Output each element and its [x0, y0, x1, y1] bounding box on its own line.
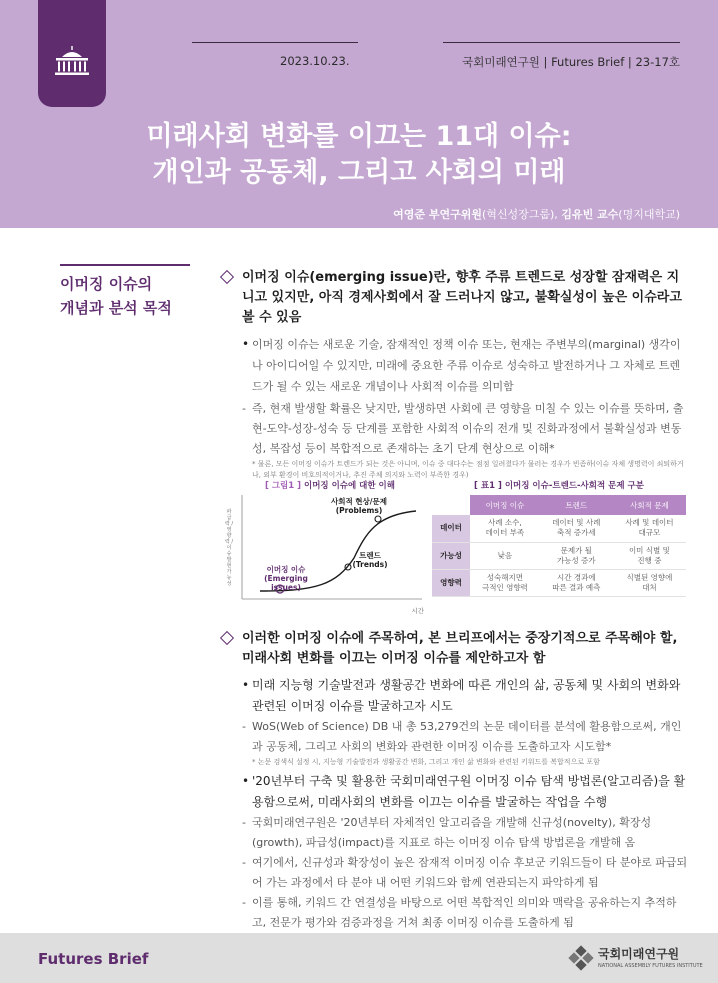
- dash-text: 국회미래연구원은 '20년부터 자체적인 알고리즘을 개발해 신규성(novelty), 확장성(growth), 파급성(impact)를 지표로 하는 이머징 이슈 탐색 방법론을 개발해 옴: [252, 816, 652, 849]
- label-emerging-ko: 이머징 이슈: [266, 565, 306, 574]
- table-row-header: 영향력: [432, 569, 470, 596]
- table-header-row: [432, 495, 686, 515]
- figure-caption: [236, 479, 424, 491]
- dash-text: 이를 통해, 키워드 간 연결성을 바탕으로 어떤 복합적인 의미와 맥락을 공유하는지 추적하고, 전문가 평가와 검증과정을 거쳐 최종 이머징 이슈를 도출하게 됨: [252, 896, 677, 929]
- table-cell: 문제가 될 가능성 증가: [540, 542, 613, 569]
- footer-brand-brief: Brief: [107, 950, 149, 968]
- dash-marker: -: [242, 816, 246, 829]
- section-sidebar: [60, 264, 190, 320]
- classification-table: [432, 495, 686, 597]
- dash-text: WoS(Web of Science) DB 내 총 53,279건의 논문 데이터를 분석에 활용함으로써, 개인과 공동체, 그리고 사회의 변화와 관련한 이머징 이슈를 도출하고자 시도함*: [252, 720, 682, 753]
- table-cell: 시간 경과에 따른 결과 예측: [540, 569, 613, 596]
- footer-brand-futures: Futures: [38, 950, 108, 968]
- key-point-1-text: 이머징 이슈(emerging issue)란, 향후 주류 트렌드로 성장할 잠재력은 지니고 있지만, 아직 경제사회에서 잘 드러나지 않고, 불확실성이 높은 이슈라고 볼 수 있음: [242, 270, 682, 325]
- dash-text: 즉, 현재 발생할 확률은 낮지만, 발생하면 사회에 큰 영향을 미칠 수 있는 이슈를 뜻하며, 출현-도약-성장-성숙 등 단계를 포함한 사회적 이슈의 전개 및 진화과정에서 불확실성과 변동성, 복잡성 등이 복합적으로 존재하는 초기 단계 현상으로 이해*: [252, 402, 684, 455]
- table-cell: 데이터 및 사례 축적 증가세: [540, 515, 613, 542]
- table-cell: 낮음: [470, 542, 540, 569]
- dash-item: [222, 399, 688, 459]
- table-caption-text: 이머징 이슈-트렌드-사회적 문제 구분: [501, 481, 644, 491]
- bullet-marker: •: [242, 774, 250, 788]
- table-cell: 이미 식별 및 진행 중: [613, 542, 686, 569]
- key-point-1: [222, 268, 688, 328]
- series-info: 국회미래연구원 | Futures Brief | 23-17호: [462, 55, 680, 69]
- bullet-item: [222, 334, 688, 397]
- diamond-icon: [220, 631, 234, 645]
- label-problems-en: (Problems): [335, 506, 383, 515]
- table-row: [432, 569, 686, 596]
- section-2-body: [222, 629, 688, 933]
- dash-marker: -: [242, 856, 246, 869]
- author-2-affiliation: (명지대학교): [618, 208, 680, 221]
- author-1-name: 여영준 부연구위원: [393, 208, 482, 221]
- title-line-2: 개인과 공동체, 그리고 사회의 미래: [152, 157, 566, 188]
- section-1-body: [222, 268, 688, 481]
- author-1-affiliation: (혁신성장그룹),: [481, 208, 562, 221]
- figure-x-label: 시간: [411, 607, 424, 615]
- footer-brand: [38, 950, 148, 968]
- bullet-text: 이머징 이슈는 새로운 기술, 잠재적인 정책 이슈 또는, 현재는 주변부의(marginal) 생각이나 아이디어일 수 있지만, 미래에 중요한 주류 이슈로 성숙하고 발전하거나 그 자체로 트렌드가 될 수 있는 새로운 개념이나 사회적 이슈를 의미함: [252, 338, 681, 393]
- figure-caption-text: 이머징 이슈에 대한 이해: [301, 481, 395, 491]
- logo-tab: [38, 0, 106, 107]
- table-cell: 식별된 영향에 대처: [613, 569, 686, 596]
- table-row-header: 가능성: [432, 542, 470, 569]
- key-point-2: [222, 629, 688, 669]
- label-problems: [318, 497, 400, 515]
- section-heading: [60, 272, 190, 320]
- national-assembly-icon: [52, 46, 92, 78]
- figure-y-label: 파 급 력 / 영 향 력 / 이 슈 발 현 가 능 성: [224, 509, 234, 587]
- table-row-header: 데이터: [432, 515, 470, 542]
- bullet-item: [222, 771, 688, 813]
- institute-name: 국회미래연구원: [598, 947, 680, 961]
- label-trends-en: (Trends): [352, 560, 388, 569]
- footer: [0, 933, 718, 983]
- dash-marker: -: [242, 402, 246, 415]
- publication-date: 2023.10.23.: [280, 54, 350, 68]
- table-cell: 사례 및 데이터 대규모: [613, 515, 686, 542]
- label-trends-ko: 트렌드: [359, 551, 381, 560]
- table-corner: [432, 495, 470, 515]
- marker-problems: [375, 516, 381, 522]
- header-rule-right: [443, 42, 680, 43]
- table-row: [432, 515, 686, 542]
- bullet-text: 미래 지능형 기술발전과 생활공간 변화에 따른 개인의 삶, 공동체 및 사회의 변화와 관련된 이머징 이슈를 발굴하고자 시도: [252, 678, 681, 713]
- author-2-name: 김유빈 교수: [561, 208, 619, 221]
- table-header-cell: 트렌드: [540, 495, 613, 515]
- institute-emblem-icon: [568, 945, 594, 971]
- header-rule-left: [192, 42, 358, 43]
- section-heading-line-2: 개념과 분석 목적: [60, 299, 172, 317]
- institute-logo: [568, 942, 703, 974]
- diamond-icon: [220, 270, 234, 284]
- figure-caption-tag: [ 그림1 ]: [265, 481, 302, 491]
- table-header-cell: 사회적 문제: [613, 495, 686, 515]
- institute-name-en: NATIONAL ASSEMBLY FUTURES INSTITUTE: [598, 963, 703, 969]
- dash-item: [222, 717, 688, 757]
- table-caption-tag: [ 표1 ]: [474, 481, 502, 491]
- figure-emerging-issues: [224, 479, 424, 617]
- table-cell: 사례 소수, 데이터 부족: [470, 515, 540, 542]
- table-row: [432, 542, 686, 569]
- table-classification: [432, 479, 686, 597]
- title-line-1: 미래사회 변화를 이끄는 11대 이슈:: [146, 121, 572, 152]
- footnote: * 물론, 모든 이머징 이슈가 트렌드가 되는 것은 아니며, 이슈 중 대다수는 점점 일려졌다가 물러는 경우가 빈좀하(이슈 자체 생명력이 쇠퇴하거나, 외부 환경이 비호의적이거나, 추진 주체 의지와 노력이 부족한 경우): [252, 460, 684, 479]
- dash-item: [222, 893, 688, 933]
- dash-item: [222, 813, 688, 853]
- bullet-marker: •: [242, 337, 250, 351]
- label-problems-ko: 사회적 현상/문제: [330, 497, 388, 506]
- dash-item: [222, 853, 688, 893]
- table-header-cell: 이머징 이슈: [470, 495, 540, 515]
- footnote: * 논문 검색식 설정 시, 지능형 기술발전과 생활공간 변화, 그리고 개인 삶 변화와 관련된 키워드를 복합적으로 포함: [252, 758, 600, 766]
- header-banner: [0, 0, 718, 228]
- label-trends: [350, 551, 390, 569]
- bullet-text: '20년부터 구축 및 활용한 국회미래연구원 이머징 이슈 탐색 방법론(알고리즘)을 활용함으로써, 미래사회의 변화를 이끄는 이슈를 발굴하는 작업을 수행: [252, 774, 686, 809]
- table-caption: [432, 479, 686, 491]
- section-heading-line-1: 이머징 이슈의: [60, 275, 153, 293]
- label-emerging: [250, 565, 322, 592]
- bullet-marker: •: [242, 678, 250, 692]
- label-emerging-en: (Emerging issues): [264, 574, 308, 592]
- table-cell: 성숙해지면 극적인 영향력: [470, 569, 540, 596]
- authors: [393, 206, 680, 222]
- bullet-item: [222, 675, 688, 717]
- key-point-2-text: 이러한 이머징 이슈에 주목하여, 본 브리프에서는 중장기적으로 주목해야 할, 미래사회 변화를 이끄는 이머징 이슈를 제안하고자 함: [242, 631, 678, 666]
- dash-text: 여기에서, 신규성과 확장성이 높은 잠재적 이머징 이슈 후보군 키워드들이 타 분야로 파급되어 가는 과정에서 타 분야 내 어떤 키워드와 함께 연관되는지 파악하게 됨: [252, 856, 688, 889]
- dash-marker: -: [242, 720, 246, 733]
- dash-marker: -: [242, 896, 246, 909]
- page-title: [0, 119, 718, 191]
